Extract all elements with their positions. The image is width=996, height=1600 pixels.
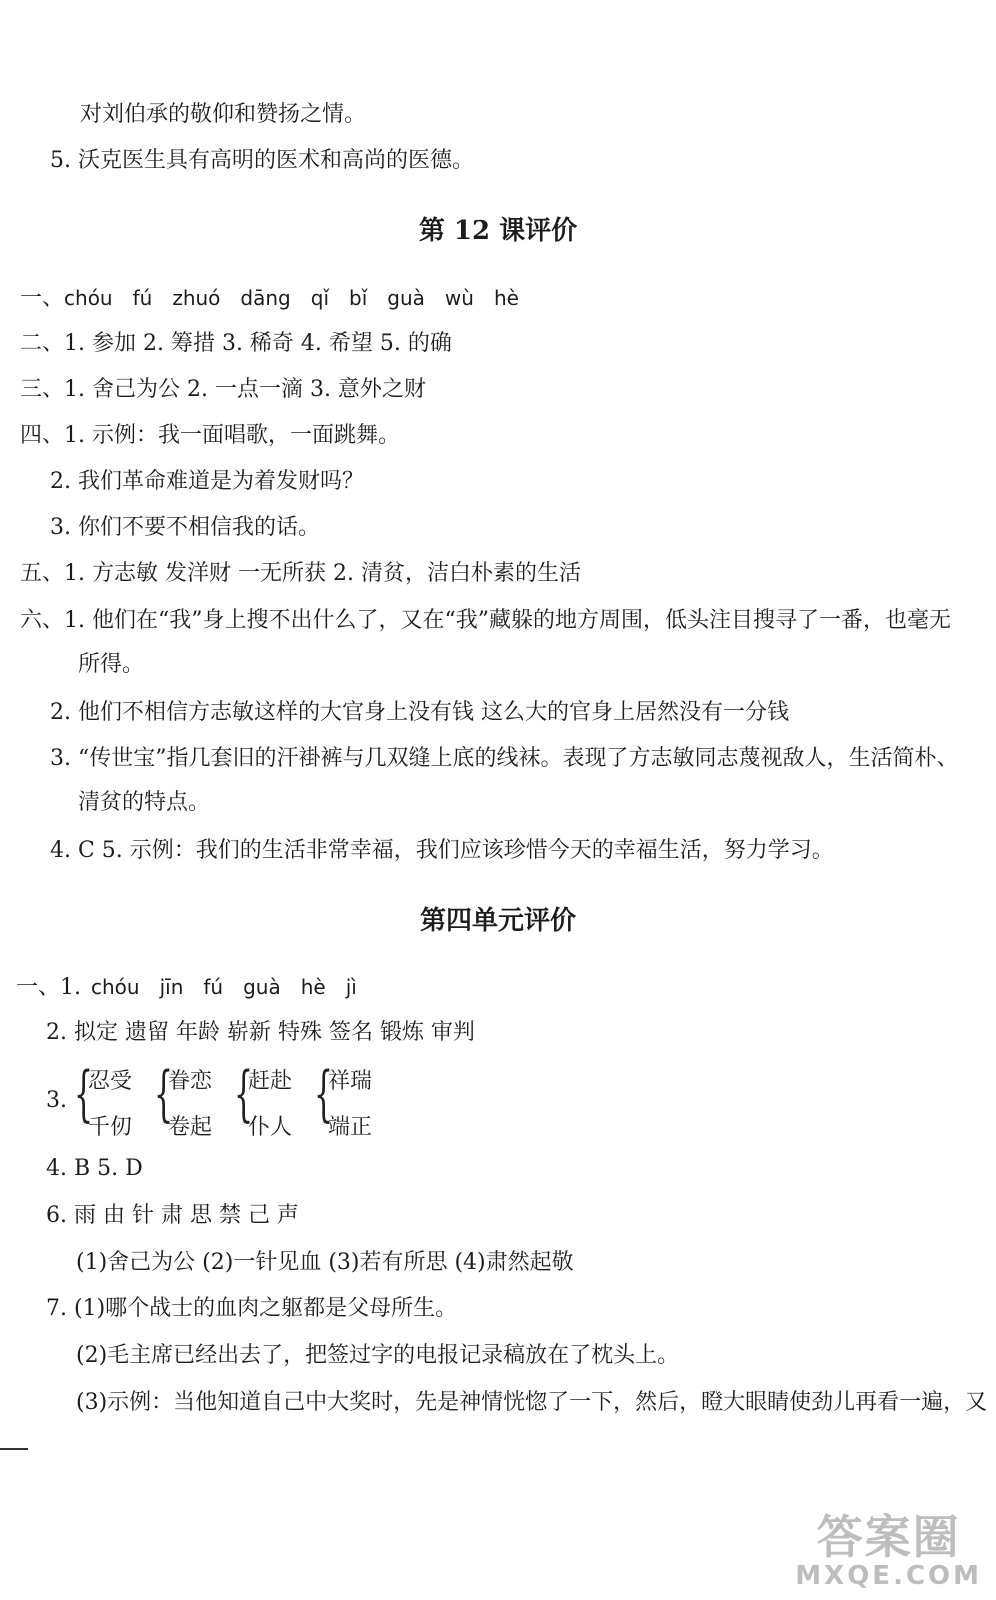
pinyin: jì [345,975,357,999]
pinyin-answer-line [20,283,539,314]
word-pair-group [74,1059,394,1142]
word-pair-top: 祥瑞 [328,1069,373,1094]
word-pair-bottom: 千仞 [88,1115,133,1140]
pinyin: bǐ [349,286,368,310]
question-label: 一、1. [16,975,81,1000]
pinyin: chóu [91,975,140,999]
answer-line: 6. 雨 由 针 肃 思 禁 己 声 [46,1203,299,1228]
pinyin: wù [444,286,474,310]
pinyin: zhuó [172,286,221,310]
section-title-lesson12: 第 12 课评价 [418,216,578,246]
watermark [795,1512,982,1590]
answer-line: (2)毛主席已经出去了，把签过字的电报记录稿放在了枕头上。 [76,1343,680,1368]
pinyin: guà [243,975,281,999]
pinyin-answer-line [16,972,377,1003]
answer-line: 六、1. 他们在“我”身上搜不出什么了，又在“我”藏躲的地方周围，低头注目搜寻了一番，也毫无 [20,608,951,633]
watermark-text: 答案圈 [816,1510,961,1564]
answer-line: 清贫的特点。 [78,790,211,815]
answer-line: 四、1. 示例：我一面唱歌，一面跳舞。 [20,423,400,448]
pinyin: hè [493,286,519,310]
brace-mark: { [234,1059,254,1129]
answer-line: (3)示例：当他知道自己中大奖时，先是神情恍惚了一下，然后，瞪大眼睛使劲儿再看一遍，又 [76,1390,988,1415]
footer-rule [0,1448,28,1450]
brace-mark: { [314,1059,334,1129]
pinyin: hè [300,975,326,999]
pinyin: fú [203,975,224,999]
answer-line: 4. B 5. D [46,1156,143,1181]
word-pair-bottom: 端正 [328,1115,373,1140]
word-pair-bottom: 卷起 [168,1115,213,1140]
answer-line: 对刘伯承的敬仰和赞扬之情。 [80,102,367,127]
answer-line: 所得。 [78,652,145,677]
answer-line: 3. “传世宝”指几套旧的汗褂裤与几双缝上底的线袜。表现了方志敏同志蔑视敌人，生活简朴、 [50,746,959,771]
pinyin: dāng [240,286,291,310]
word-pair-top: 赶赴 [248,1069,293,1094]
pinyin: jīn [159,975,184,999]
answer-line: 2. 他们不相信方志敏这样的大官身上没有钱 这么大的官身上居然没有一分钱 [50,700,789,725]
answer-line: (1)舍己为公 (2)一针见血 (3)若有所思 (4)肃然起敬 [76,1250,574,1275]
pinyin: qǐ [310,286,330,310]
answer-line: 5. 沃克医生具有高明的医术和高尚的医德。 [50,148,474,173]
answer-line: 三、1. 舍己为公 2. 一点一滴 3. 意外之财 [20,377,426,402]
watermark-url: MXQE.COM [795,1561,982,1591]
answer-line: 4. C 5. 示例：我们的生活非常幸福，我们应该珍惜今天的幸福生活，努力学习。 [50,838,834,863]
pinyin: fú [132,286,153,310]
brace-mark: { [74,1059,94,1129]
answer-line: 五、1. 方志敏 发洋财 一无所获 2. 清贫，洁白朴素的生活 [20,561,581,586]
word-pair-bottom: 仆人 [248,1115,293,1140]
answer-line: 7. (1)哪个战士的血肉之躯都是父母所生。 [46,1296,458,1321]
word-pair-top: 忍受 [88,1069,133,1094]
question-label: 3. [46,1088,67,1113]
answer-line: 二、1. 参加 2. 筹措 3. 稀奇 4. 希望 5. 的确 [20,331,452,356]
answer-line: 2. 我们革命难道是为着发财吗？ [50,469,364,494]
pinyin: guà [387,286,425,310]
section-title-unit4: 第四单元评价 [419,906,576,936]
answer-line: 3. 你们不要不相信我的话。 [50,515,320,540]
word-pair-top: 眷恋 [168,1069,213,1094]
answer-line: 2. 拟定 遗留 年龄 崭新 特殊 签名 锻炼 审判 [46,1020,475,1045]
brace-mark: { [154,1059,174,1129]
question-label: 一、 [20,286,65,311]
pinyin: chóu [64,286,113,310]
